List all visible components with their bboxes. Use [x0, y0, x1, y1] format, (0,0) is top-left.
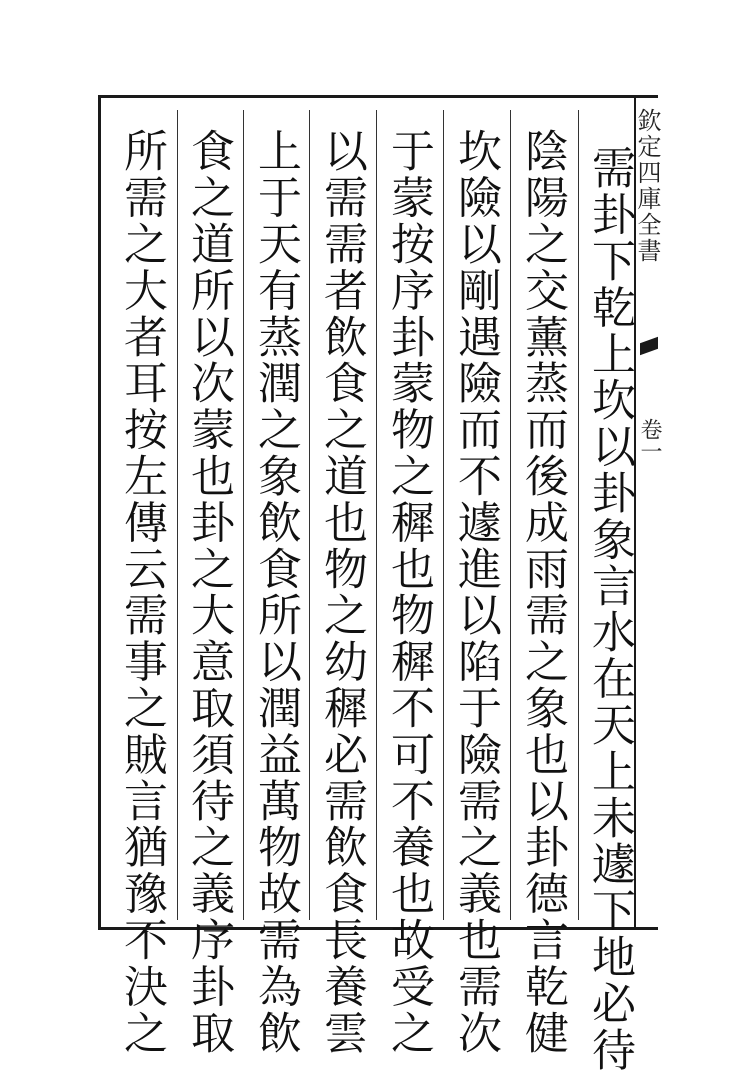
volume-label: 卷一 [637, 418, 662, 462]
text-column-5: 以需需者飲食之道也物之幼穉必需飲食長養雲 [316, 128, 367, 1056]
column-divider [578, 110, 579, 920]
text-column-2: 陰陽之交薰蒸而後成雨需之象也以卦德言乾健 [517, 128, 568, 1056]
text-column-6: 上于天有蒸潤之象飲食所以潤益萬物故需為飲 [250, 128, 301, 1056]
column-divider [510, 110, 511, 920]
column-divider [243, 110, 244, 920]
text-column-4: 于蒙按序卦蒙物之穉也物穉不可不養也故受之 [383, 128, 434, 1056]
column-divider [443, 110, 444, 920]
page-frame [98, 95, 658, 1056]
text-column-7: 食之道所以次蒙也卦之大意取須待之義序卦取 [183, 128, 234, 1056]
column-divider [177, 110, 178, 920]
text-column-1: 需卦下乾上坎以卦象言水在天上未遽下地必待 [584, 145, 635, 1073]
column-divider [309, 110, 310, 920]
text-column-8: 所需之大者耳按左傳云需事之賊言猶豫不決之 [116, 128, 167, 1056]
text-column-3: 坎險以剛遇險而不遽進以陷于險需之義也需次 [450, 128, 501, 1056]
column-divider [376, 110, 377, 920]
margin-title: 欽定四庫全書 [633, 108, 661, 264]
